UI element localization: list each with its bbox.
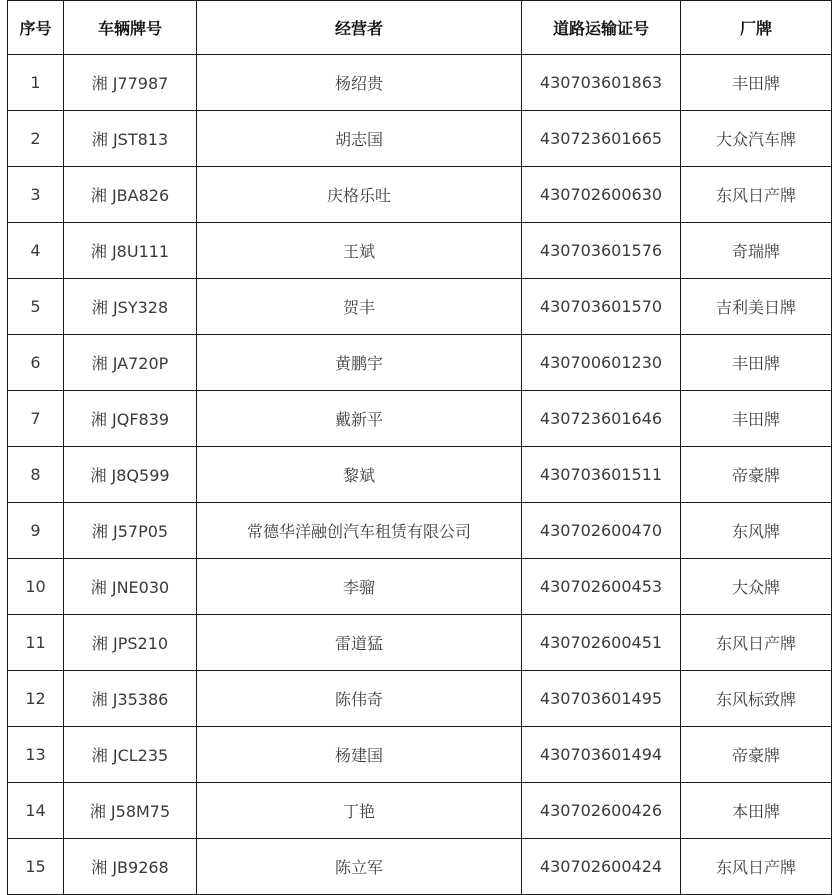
table-row [8, 503, 832, 559]
cell-index: 5 [8, 279, 64, 335]
cell-brand: 帝豪牌 [681, 447, 832, 503]
table-row [8, 167, 832, 223]
vehicle-table [7, 0, 832, 895]
cell-brand: 大众牌 [681, 559, 832, 615]
cell-index: 14 [8, 783, 64, 839]
cell-transport-permit: 430723601665 [522, 111, 681, 167]
cell-brand: 大众汽车牌 [681, 111, 832, 167]
cell-operator: 戴新平 [197, 391, 522, 447]
cell-brand: 丰田牌 [681, 55, 832, 111]
cell-plate-number: 湘 JPS210 [64, 615, 197, 671]
table-row [8, 447, 832, 503]
cell-index: 8 [8, 447, 64, 503]
cell-transport-permit: 430703601576 [522, 223, 681, 279]
cell-operator: 贺丰 [197, 279, 522, 335]
header-row [8, 1, 832, 55]
cell-plate-number: 湘 J8Q599 [64, 447, 197, 503]
cell-index: 6 [8, 335, 64, 391]
table-row [8, 839, 832, 895]
cell-plate-number: 湘 J77987 [64, 55, 197, 111]
cell-transport-permit: 430723601646 [522, 391, 681, 447]
cell-index: 10 [8, 559, 64, 615]
cell-operator: 杨绍贵 [197, 55, 522, 111]
cell-transport-permit: 430703601495 [522, 671, 681, 727]
cell-index: 2 [8, 111, 64, 167]
cell-brand: 吉利美日牌 [681, 279, 832, 335]
table-row [8, 223, 832, 279]
cell-brand: 东风日产牌 [681, 167, 832, 223]
cell-plate-number: 湘 JNE030 [64, 559, 197, 615]
table-row [8, 391, 832, 447]
cell-operator: 黄鹏宇 [197, 335, 522, 391]
table-row [8, 55, 832, 111]
cell-brand: 东风牌 [681, 503, 832, 559]
table-body [8, 55, 832, 895]
cell-plate-number: 湘 JB9268 [64, 839, 197, 895]
cell-operator: 王斌 [197, 223, 522, 279]
cell-operator: 常德华洋融创汽车租赁有限公司 [197, 503, 522, 559]
cell-transport-permit: 430703601511 [522, 447, 681, 503]
cell-brand: 丰田牌 [681, 335, 832, 391]
cell-brand: 东风日产牌 [681, 839, 832, 895]
cell-plate-number: 湘 JQF839 [64, 391, 197, 447]
cell-plate-number: 湘 JST813 [64, 111, 197, 167]
cell-index: 3 [8, 167, 64, 223]
cell-brand: 东风标致牌 [681, 671, 832, 727]
table-header [8, 1, 832, 55]
header-index: 序号 [8, 1, 64, 55]
cell-index: 1 [8, 55, 64, 111]
cell-transport-permit: 430702600630 [522, 167, 681, 223]
cell-transport-permit: 430703601494 [522, 727, 681, 783]
cell-transport-permit: 430702600453 [522, 559, 681, 615]
cell-plate-number: 湘 J8U111 [64, 223, 197, 279]
cell-brand: 奇瑞牌 [681, 223, 832, 279]
cell-operator: 杨建国 [197, 727, 522, 783]
cell-plate-number: 湘 JA720P [64, 335, 197, 391]
header-brand: 厂牌 [681, 1, 832, 55]
cell-operator: 胡志国 [197, 111, 522, 167]
cell-brand: 东风日产牌 [681, 615, 832, 671]
header-operator: 经营者 [197, 1, 522, 55]
cell-plate-number: 湘 JCL235 [64, 727, 197, 783]
cell-transport-permit: 430702600424 [522, 839, 681, 895]
cell-index: 12 [8, 671, 64, 727]
cell-plate-number: 湘 JSY328 [64, 279, 197, 335]
cell-index: 13 [8, 727, 64, 783]
cell-operator: 李骝 [197, 559, 522, 615]
cell-plate-number: 湘 JBA826 [64, 167, 197, 223]
table-row [8, 279, 832, 335]
cell-brand: 帝豪牌 [681, 727, 832, 783]
table-row [8, 559, 832, 615]
cell-index: 7 [8, 391, 64, 447]
cell-operator: 丁艳 [197, 783, 522, 839]
cell-plate-number: 湘 J58M75 [64, 783, 197, 839]
cell-plate-number: 湘 J35386 [64, 671, 197, 727]
table-row [8, 111, 832, 167]
cell-index: 9 [8, 503, 64, 559]
table-row [8, 671, 832, 727]
cell-operator: 雷道猛 [197, 615, 522, 671]
cell-operator: 黎斌 [197, 447, 522, 503]
cell-index: 15 [8, 839, 64, 895]
header-plate-number: 车辆牌号 [64, 1, 197, 55]
cell-transport-permit: 430703601863 [522, 55, 681, 111]
header-transport-permit: 道路运输证号 [522, 1, 681, 55]
cell-operator: 庆格乐吐 [197, 167, 522, 223]
cell-transport-permit: 430702600470 [522, 503, 681, 559]
cell-operator: 陈伟奇 [197, 671, 522, 727]
cell-plate-number: 湘 J57P05 [64, 503, 197, 559]
table-row [8, 335, 832, 391]
cell-transport-permit: 430702600451 [522, 615, 681, 671]
table-row [8, 615, 832, 671]
cell-operator: 陈立军 [197, 839, 522, 895]
cell-transport-permit: 430703601570 [522, 279, 681, 335]
cell-transport-permit: 430700601230 [522, 335, 681, 391]
cell-brand: 丰田牌 [681, 391, 832, 447]
cell-transport-permit: 430702600426 [522, 783, 681, 839]
cell-brand: 本田牌 [681, 783, 832, 839]
table-row [8, 727, 832, 783]
cell-index: 11 [8, 615, 64, 671]
table-row [8, 783, 832, 839]
cell-index: 4 [8, 223, 64, 279]
